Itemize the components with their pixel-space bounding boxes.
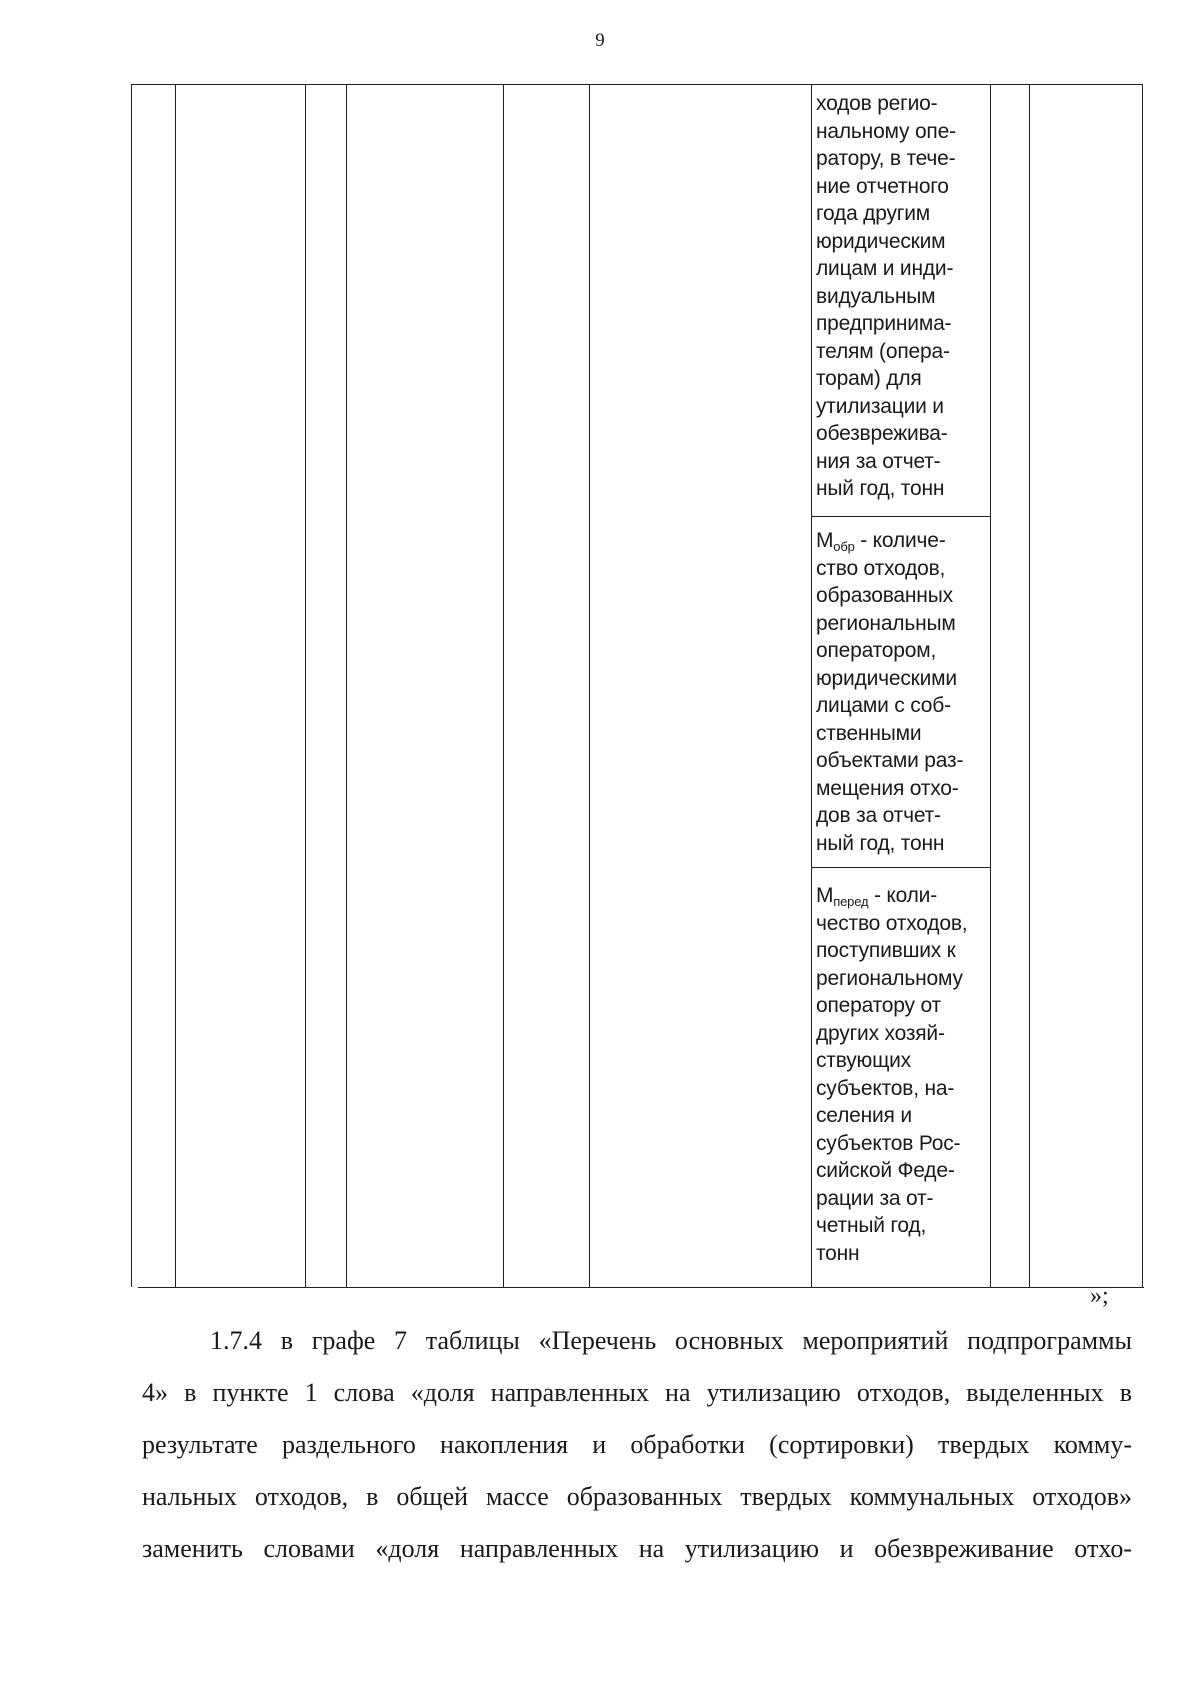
table-column-line — [131, 84, 132, 1287]
cell-line: предпринима- — [816, 312, 952, 335]
cell-line: ственными — [816, 721, 922, 745]
closing-quote: »; — [1090, 1283, 1109, 1309]
variable-subscript: перед — [833, 894, 869, 909]
cell-line: образованных — [816, 584, 953, 607]
paragraph-line: 4» в пункте 1 слова «доля направленных на утилизацию отходов, выделенных в — [142, 1378, 1132, 1407]
cell-line: ния за отчет- — [816, 449, 941, 473]
cell-line: года другим — [816, 202, 931, 225]
cell-line: лицам и инди- — [816, 257, 954, 280]
cell-line: ный год, тонн — [816, 477, 945, 500]
table-cell-3 — [816, 882, 996, 1267]
table-cell-2 — [816, 527, 996, 857]
table-column-line — [305, 84, 306, 1287]
variable-definition-start: - коли- — [868, 884, 938, 907]
cell-line: ратору, в тече- — [816, 147, 956, 170]
table-column-line — [503, 84, 504, 1287]
cell-line: четный год, — [816, 1214, 927, 1237]
cell-separator — [811, 867, 990, 868]
cell-line: оператором, — [816, 639, 937, 662]
cell-line: ходов регио- — [816, 92, 938, 115]
paragraph-line: 1.7.4 в графе 7 таблицы «Перечень основных мероприятий подпрограммы — [210, 1326, 1132, 1355]
table-column-line — [589, 84, 590, 1287]
cell-line: торам) для — [816, 367, 922, 390]
cell-line: чество отходов, — [816, 911, 968, 935]
cell-line: сийской Феде- — [816, 1159, 955, 1182]
cell-line: оператору от — [816, 994, 941, 1017]
cell-line: лицами с соб- — [816, 694, 951, 717]
cell-formula-line — [816, 527, 996, 555]
table-column-line — [1142, 84, 1143, 1287]
cell-line: других хозяй- — [816, 1021, 945, 1045]
paragraph-line: нальных отходов, в общей массе образованных твердых коммунальных отходов» — [142, 1482, 1132, 1511]
cell-line: субъектов Рос- — [816, 1131, 961, 1155]
variable-symbol: M — [816, 884, 834, 907]
cell-line: ние отчетного — [816, 174, 949, 198]
cell-line: региональным — [816, 611, 956, 635]
cell-line: видуальным — [816, 284, 936, 308]
paragraph-line: заменить словами «доля направленных на утилизацию и обезвреживание отхо- — [142, 1534, 1132, 1563]
cell-line: ство отходов, — [816, 556, 946, 580]
cell-line: поступивших к — [816, 939, 956, 962]
table-cell-1 — [816, 90, 996, 503]
variable-subscript: обр — [833, 539, 855, 554]
variable-symbol: M — [816, 529, 834, 552]
table-column-line — [1029, 84, 1030, 1287]
cell-line: субъектов, на- — [816, 1076, 955, 1100]
table-bottom-border — [138, 1287, 1144, 1288]
cell-line: ный год, тонн — [816, 831, 945, 855]
cell-line: мещения отхо- — [816, 776, 959, 800]
cell-line: ствующих — [816, 1049, 911, 1072]
cell-line: утилизации и — [816, 394, 944, 418]
table-column-line — [175, 84, 176, 1287]
cell-line: телям (опера- — [816, 339, 950, 363]
cell-line: юридическими — [816, 666, 957, 690]
amendment-paragraph — [142, 1315, 1132, 1575]
paragraph-line: результате раздельного накопления и обработки (сортировки) твердых комму- — [142, 1430, 1132, 1459]
cell-line: рации за от- — [816, 1186, 934, 1210]
page-number: 9 — [595, 30, 605, 51]
cell-formula-line — [816, 882, 996, 910]
cell-line: объектами раз- — [816, 749, 964, 772]
table-column-line — [346, 84, 347, 1287]
cell-line: дов за отчет- — [816, 804, 941, 827]
variable-definition-start: - количе- — [854, 529, 946, 552]
cell-line: юридическим — [816, 229, 946, 253]
table-column-line — [811, 84, 812, 1287]
cell-separator — [811, 516, 990, 517]
cell-line: обезврежива- — [816, 422, 948, 445]
cell-line: селения и — [816, 1104, 912, 1127]
cell-line: тонн — [816, 1241, 860, 1265]
cell-line: нальному опе- — [816, 119, 956, 143]
cell-line: региональному — [816, 966, 963, 990]
